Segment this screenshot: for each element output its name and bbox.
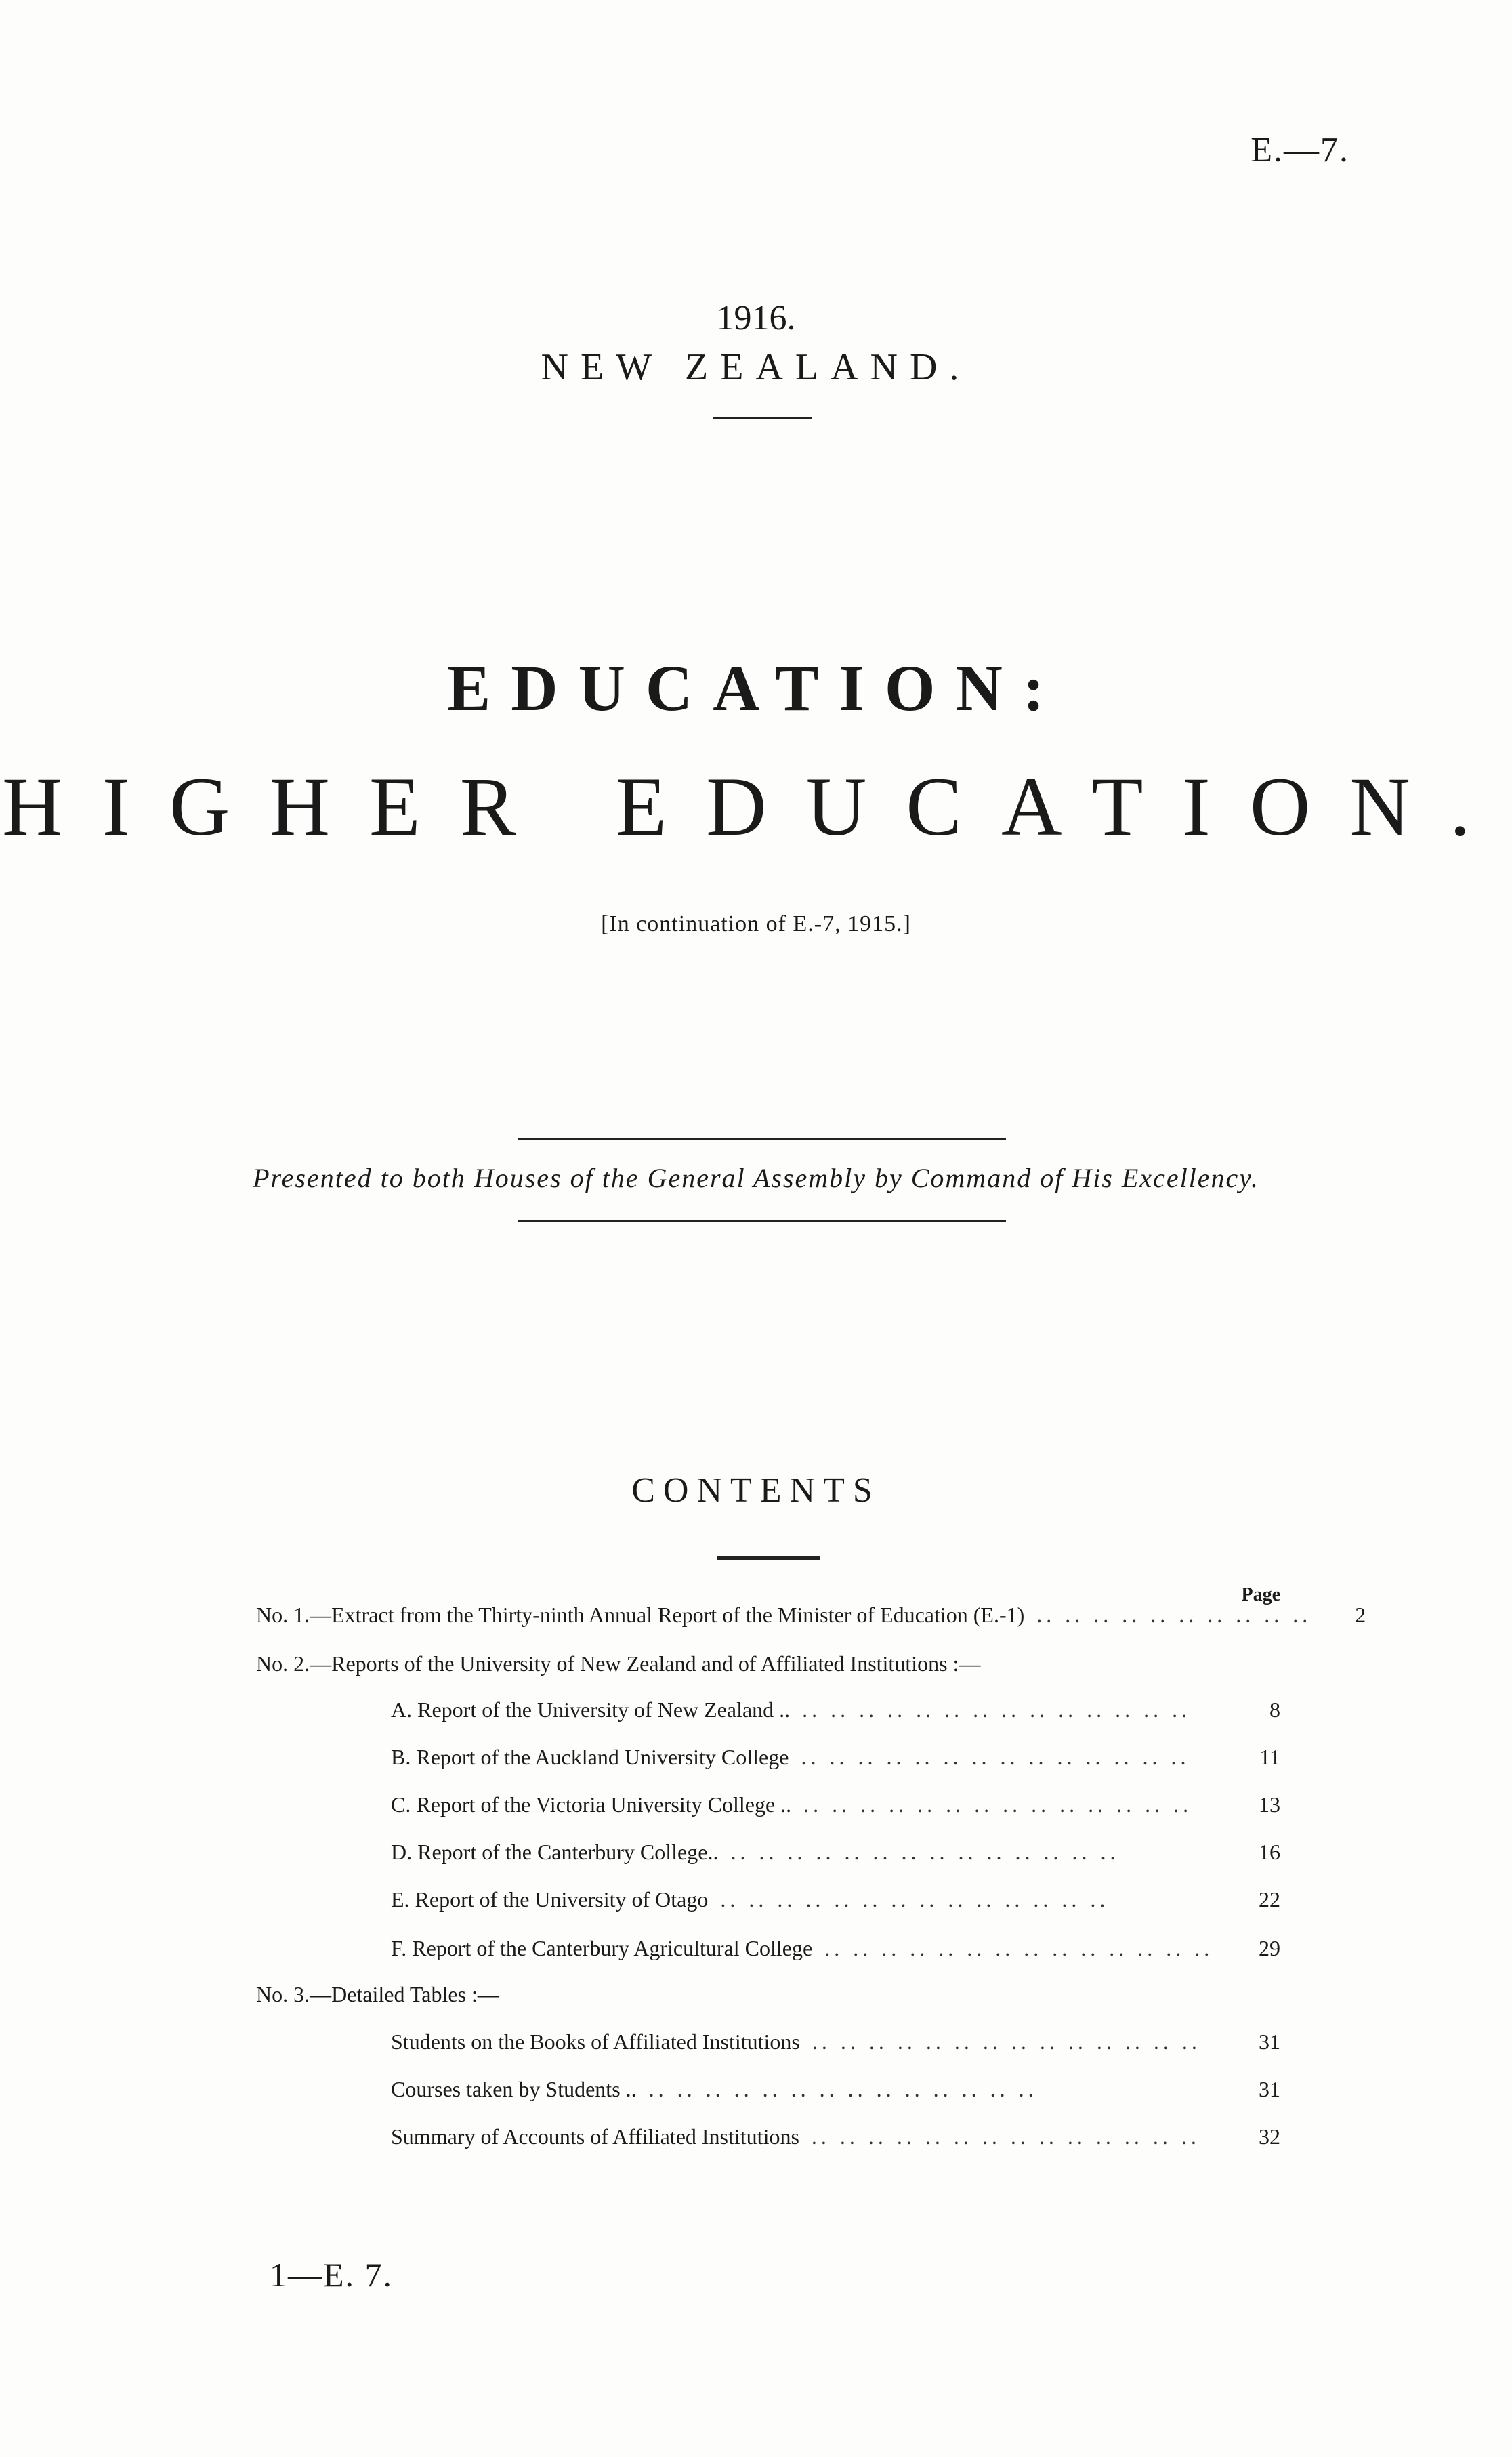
toc-entry-page: 2 xyxy=(1355,1603,1366,1627)
country: NEW ZEALAND. xyxy=(541,346,971,388)
toc-entry[interactable] xyxy=(391,1745,1280,1777)
toc-entry-title: No. 1.—Extract from the Thirty-ninth Annual Report of the Minister of Education (E.-1) xyxy=(256,1603,1025,1627)
leader-dots: .. .. .. .. .. .. .. .. .. .. .. .. .. .. xyxy=(801,1745,1190,1769)
presented-rule-top xyxy=(518,1138,1006,1140)
toc-entry-title: Students on the Books of Affiliated Institutions xyxy=(391,2029,800,2054)
leader-dots: .. .. .. .. .. .. .. .. .. .. .. .. .. .. xyxy=(802,1697,1192,1722)
leader-dots: .. .. .. .. .. .. .. .. .. .. .. .. .. .. xyxy=(648,2077,1038,2101)
main-title: EDUCATION: xyxy=(447,652,1065,724)
toc-entry-title: B. Report of the Auckland University College xyxy=(391,1745,789,1769)
leader-dots: .. .. .. .. .. .. .. .. .. .. .. .. .. .. xyxy=(812,2029,1201,2054)
leader-dots: .. .. .. .. .. .. .. .. .. .. .. .. .. .. xyxy=(720,1887,1110,1912)
leader-dots: .. .. .. .. .. .. .. .. .. .. .. .. .. .. xyxy=(811,2124,1200,2149)
toc-entry-title: Courses taken by Students .. xyxy=(391,2077,637,2101)
toc-entry-title: C. Report of the Victoria University College .. xyxy=(391,1792,792,1817)
toc-entry[interactable] xyxy=(391,1840,1280,1872)
toc-entry[interactable] xyxy=(391,2029,1280,2062)
toc-entry-page: 8 xyxy=(1269,1697,1280,1722)
document-reference: E.—7. xyxy=(1251,131,1349,169)
header-rule xyxy=(713,417,812,419)
leader-dots: .. .. .. .. .. .. .. .. .. .. .. .. .. .. xyxy=(730,1840,1120,1864)
toc-entry-page: 13 xyxy=(1259,1792,1280,1817)
toc-entry-title: F. Report of the Canterbury Agricultural College xyxy=(391,1936,813,1960)
toc-entry[interactable] xyxy=(391,1887,1280,1920)
toc-entry-title: Summary of Accounts of Affiliated Institutions xyxy=(391,2124,799,2149)
footer-signature: 1—E. 7. xyxy=(270,2256,394,2294)
year: 1916. xyxy=(716,299,796,337)
sub-title: HIGHER EDUCATION. xyxy=(2,760,1510,853)
toc-entry-title: A. Report of the University of New Zealand .. xyxy=(391,1697,791,1722)
leader-dots: .. .. .. .. .. .. .. .. .. .. xyxy=(1036,1603,1312,1627)
toc-entry-page: 22 xyxy=(1259,1887,1280,1912)
toc-entry-page: 16 xyxy=(1259,1840,1280,1864)
toc-entry[interactable] xyxy=(391,1936,1280,1968)
toc-entry[interactable] xyxy=(391,2124,1280,2157)
contents-rule xyxy=(717,1556,820,1560)
toc-entry[interactable] xyxy=(391,2077,1280,2109)
contents-heading: CONTENTS xyxy=(631,1471,881,1510)
toc-entry-page: 31 xyxy=(1259,2029,1280,2054)
toc-section-heading: No. 3.—Detailed Tables :— xyxy=(256,1982,499,2006)
toc-section-heading: No. 2.—Reports of the University of New Zealand and of Affiliated Institutions :— xyxy=(256,1651,981,1676)
page-column-label: Page xyxy=(1241,1584,1280,1605)
toc-entry[interactable] xyxy=(391,1697,1280,1730)
toc-entry-title: E. Report of the University of Otago xyxy=(391,1887,709,1912)
toc-entry-page: 31 xyxy=(1259,2077,1280,2101)
presented-rule-bottom xyxy=(518,1220,1006,1222)
toc-entry-page: 11 xyxy=(1259,1745,1280,1769)
toc-entry-page: 29 xyxy=(1259,1936,1280,1960)
presented-line: Presented to both Houses of the General Assembly by Command of His Excellency. xyxy=(253,1163,1259,1193)
toc-entry[interactable] xyxy=(391,1792,1280,1825)
continuation-note: [In continuation of E.-7, 1915.] xyxy=(601,911,911,936)
toc-entry[interactable] xyxy=(256,1603,1366,1635)
leader-dots: .. .. .. .. .. .. .. .. .. .. .. .. .. .. xyxy=(824,1936,1214,1960)
toc-entry-title: D. Report of the Canterbury College.. xyxy=(391,1840,719,1864)
toc-entry-page: 32 xyxy=(1259,2124,1280,2149)
leader-dots: .. .. .. .. .. .. .. .. .. .. .. .. .. .. xyxy=(803,1792,1193,1817)
